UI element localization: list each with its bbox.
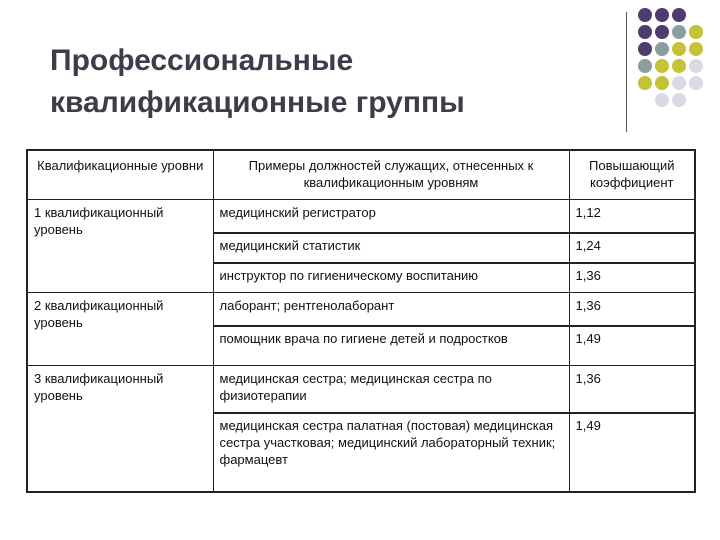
decorative-dot	[672, 42, 686, 56]
level-cell: 3 квалификационный уровень	[27, 366, 213, 493]
position-cell: медицинская сестра; медицинская сестра по физиотерапии	[213, 366, 569, 413]
decorative-dot	[638, 59, 652, 73]
table-row	[27, 200, 695, 233]
title-divider	[626, 12, 627, 132]
qualification-table	[26, 149, 696, 493]
table-row	[27, 366, 695, 413]
slide-title-line-2: квалификационные группы	[50, 86, 465, 119]
header-positions: Примеры должностей служащих, отнесенных к квалификационным уровням	[213, 150, 569, 200]
table-row	[27, 293, 695, 326]
decorative-dot	[672, 76, 686, 90]
decorative-dot	[689, 76, 703, 90]
decorative-dot	[672, 93, 686, 107]
coef-cell: 1,36	[569, 366, 695, 413]
decorative-dot	[638, 42, 652, 56]
position-cell: медицинский регистратор	[213, 200, 569, 233]
decorative-dot	[672, 8, 686, 22]
decorative-dot	[638, 25, 652, 39]
slide-title	[50, 40, 610, 124]
slide-title-line-1: Профессиональные	[50, 44, 354, 77]
decorative-dot	[638, 76, 652, 90]
decorative-dot	[655, 8, 669, 22]
header-levels: Квалификационные уровни	[27, 150, 213, 200]
coef-cell: 1,24	[569, 233, 695, 263]
coef-cell: 1,36	[569, 263, 695, 293]
coef-cell: 1,49	[569, 326, 695, 366]
coef-cell: 1,49	[569, 413, 695, 493]
decorative-dot	[655, 93, 669, 107]
table-header-row	[27, 150, 695, 200]
position-cell: медицинский статистик	[213, 233, 569, 263]
decorative-dot	[672, 25, 686, 39]
decorative-dot	[689, 25, 703, 39]
position-cell: помощник врача по гигиене детей и подростков	[213, 326, 569, 366]
decorative-dot	[689, 59, 703, 73]
coef-cell: 1,36	[569, 293, 695, 326]
level-cell: 2 квалификационный уровень	[27, 293, 213, 366]
decorative-dot	[655, 76, 669, 90]
position-cell: инструктор по гигиеническому воспитанию	[213, 263, 569, 293]
coef-cell: 1,12	[569, 200, 695, 233]
header-coefficient: Повышающий коэффициент	[569, 150, 695, 200]
decorative-dot	[655, 42, 669, 56]
decorative-dot	[672, 59, 686, 73]
decorative-dot	[689, 42, 703, 56]
decorative-dot	[655, 59, 669, 73]
decorative-dot	[655, 25, 669, 39]
position-cell: медицинская сестра палатная (постовая) медицинская сестра участковая; медицинский лабораторный техник; фармацевт	[213, 413, 569, 493]
position-cell: лаборант; рентгенолаборант	[213, 293, 569, 326]
level-cell: 1 квалификационный уровень	[27, 200, 213, 293]
decorative-dot	[638, 8, 652, 22]
